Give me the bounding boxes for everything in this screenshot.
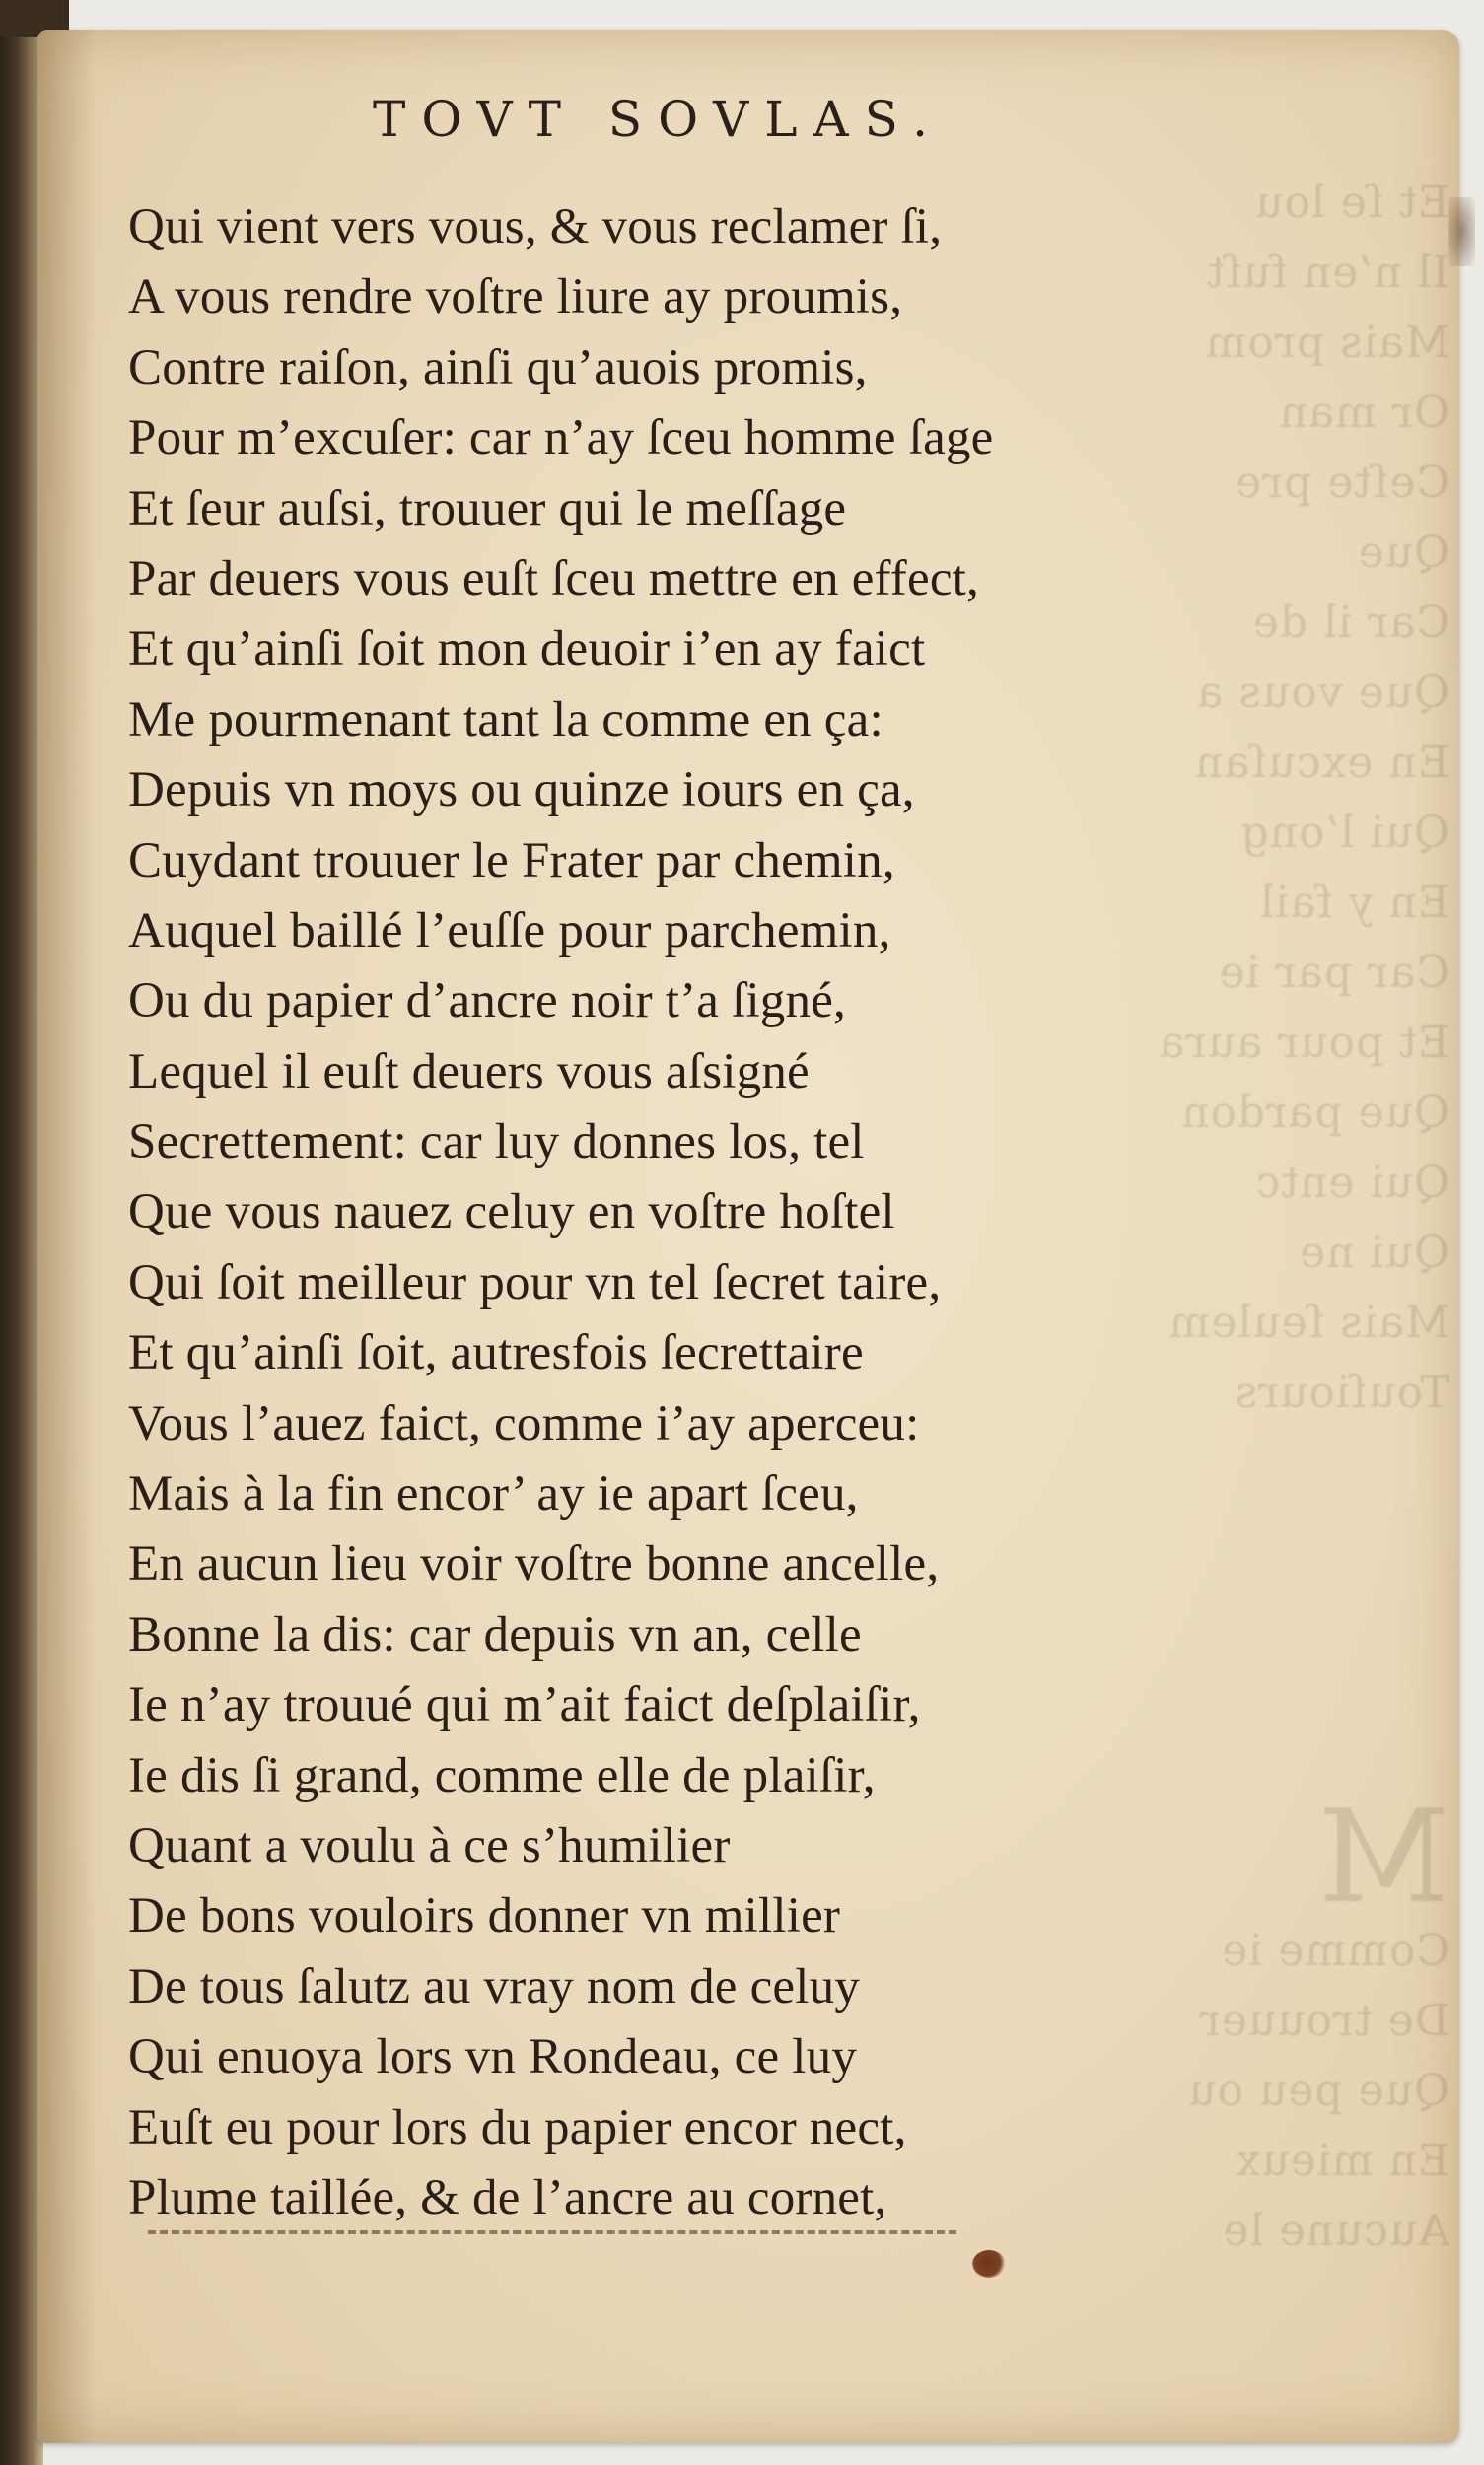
show-through-line [1124, 1578, 1449, 1648]
show-through-line: Comme ie [1221, 1926, 1449, 1976]
verse-line: Et qu’ainſi ſoit, autresfois ſecrettaire [128, 1325, 864, 1381]
show-through-line: Mais ſeulem [1167, 1298, 1449, 1348]
verse-line: Qui ſoit meilleur pour vn tel ſecret taire, [128, 1254, 942, 1310]
show-through-line: Qui entc [1254, 1158, 1449, 1208]
show-through-line [1124, 1718, 1449, 1788]
show-through-line: Et pour aura [1158, 1018, 1449, 1068]
verse-line: Contre raiſon, ainſi qu’auois promis, [128, 339, 868, 395]
verse-line: Que vous nauez celuy en voſtre hoſtel [128, 1184, 895, 1240]
verse-line: Ie n’ay trouué qui m’ait faict deſplaiſir, [128, 1677, 921, 1733]
show-through-line: Que vous a [1196, 668, 1449, 718]
ink-blot [972, 2250, 1006, 2278]
verse-line: Bonne la dis: car depuis vn an, celle [128, 1606, 862, 1662]
show-through-line: Que peu ou [1187, 2066, 1449, 2116]
verse-line: Me pourmenant tant la comme en ça: [128, 691, 883, 747]
verse-line: Secrettement: car luy donnes los, tel [128, 1114, 865, 1170]
verse-line: Auquel baillé l’euſſe pour parchemin, [128, 902, 891, 958]
book-page [37, 30, 1459, 2443]
paper-stain [1448, 197, 1475, 266]
show-through-line: Et ſe lou [1254, 177, 1449, 228]
verse-line: Mais à la fin encor’ ay ie apart ſceu, [128, 1466, 859, 1522]
verse-line: Pour m’excuſer: car n’ay ſceu homme ſage [128, 410, 994, 466]
show-through-line: En excuſan [1193, 738, 1449, 788]
show-through-text [1124, 177, 1449, 2278]
verse-line: Lequel il euſt deuers vous aſsigné [128, 1043, 810, 1099]
show-through-line: De trouuer [1198, 1996, 1449, 2046]
show-through-line: Qui ne [1299, 1228, 1449, 1278]
verse-line: Par deuers vous euſt ſceu mettre en effect, [128, 550, 979, 606]
verse-line: Qui enuoya lors vn Rondeau, ce luy [128, 2029, 858, 2085]
verse-line: Depuis vn moys ou quinze iours en ça, [128, 762, 915, 818]
verse-line: Quant a voulu à ce s’humilier [128, 1817, 731, 1873]
handwritten-underline [148, 2230, 956, 2234]
show-through-line: M [1316, 1782, 1449, 1932]
show-through-line: Mais prom [1204, 317, 1449, 368]
verse-line: Ie dis ſi grand, comme elle de plaiſir, [128, 1747, 876, 1803]
verse-line: A vous rendre voſtre liure ay proumis, [128, 269, 903, 325]
verse-line: Et ſeur auſsi, trouuer qui le meſſage [128, 480, 847, 536]
show-through-line: Qui l’ong [1239, 808, 1449, 858]
verse-line: Vous l’auez faict, comme i’ay aperceu: [128, 1395, 920, 1451]
show-through-line: En mieux [1235, 2136, 1449, 2186]
show-through-line: Que [1357, 528, 1449, 578]
verse-block [128, 192, 1144, 2233]
show-through-line: Il n’en fuſt [1206, 247, 1449, 298]
verse-line: De tous ſalutz au vray nom de celuy [128, 1958, 861, 2014]
show-through-line: Touſiours [1234, 1368, 1449, 1418]
verse-line: Euſt eu pour lors du papier encor nect, [128, 2099, 907, 2155]
gutter-shadow [37, 30, 97, 2443]
show-through-line: Que pardon [1180, 1088, 1449, 1138]
verse-line: Qui vient vers vous, & vous reclamer ſi, [128, 199, 943, 254]
show-through-line: Aucune le [1222, 2206, 1449, 2256]
show-through-line: Car il de [1251, 598, 1449, 648]
verse-line: Cuydant trouuer le Frater par chemin, [128, 832, 895, 888]
show-through-line: Ceſte pre [1235, 458, 1449, 508]
verse-line: Plume taillée, & de l’ancre au cornet, [128, 2169, 887, 2225]
show-through-line: Or man [1278, 387, 1449, 438]
show-through-line [1124, 1508, 1449, 1578]
verse-line: Ou du papier d’ancre noir t’a ſigné, [128, 973, 846, 1029]
verse-line: Et qu’ainſi ſoit mon deuoir i’en ay faict [128, 621, 926, 677]
show-through-line: En y fail [1259, 878, 1449, 928]
show-through-line [1124, 1648, 1449, 1718]
verse-line: En aucun lieu voir voſtre bonne ancelle, [128, 1536, 940, 1592]
verse-line: De bons vouloirs donner vn millier [128, 1888, 841, 1944]
running-head: TOVT SOVLAS. [373, 91, 944, 148]
show-through-line: Car par ie [1218, 948, 1449, 998]
show-through-line [1124, 1438, 1449, 1508]
